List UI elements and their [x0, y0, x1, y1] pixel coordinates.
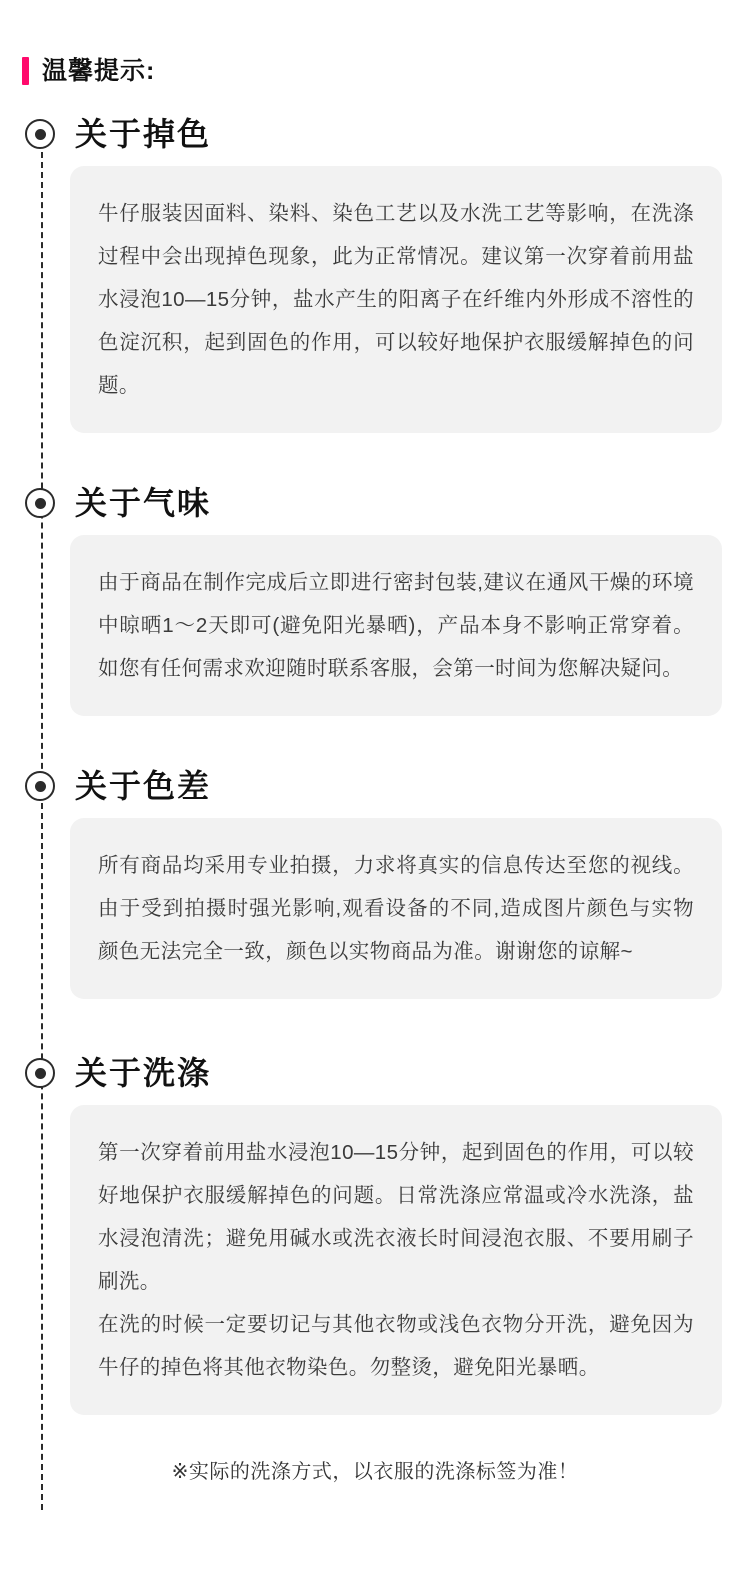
section-title: 关于气味 [75, 485, 212, 521]
section-paragraph: 牛仔服装因面料、染料、染色工艺以及水洗工艺等影响，在洗涤过程中会出现掉色现象，此为正常情况。建议第一次穿着前用盐水浸泡10—15分钟，盐水产生的阳离子在纤维内外形成不溶性的色淀沉积，起到固色的作用，可以较好地保护衣服缓解掉色的问题。 [98, 202, 694, 397]
section-title: 关于洗涤 [75, 1055, 212, 1091]
section-body [70, 1105, 722, 1415]
accent-bar [22, 57, 29, 85]
section-header [0, 116, 750, 152]
section-about-washing [0, 1055, 750, 1415]
section-paragraph: 所有商品均采用专业拍摄，力求将真实的信息传达至您的视线。由于受到拍摄时强光影响,观看设备的不同,造成图片颜色与实物颜色无法完全一致，颜色以实物商品为准。谢谢您的谅解~ [98, 854, 694, 963]
timeline-dot-icon [25, 771, 55, 801]
section-body [70, 818, 722, 999]
section-paragraph: 在洗的时候一定要切记与其他衣物或浅色衣物分开洗，避免因为牛仔的掉色将其他衣物染色。勿整烫，避免阳光暴晒。 [98, 1313, 694, 1379]
section-about-color-fading [0, 116, 750, 433]
page-title: 温馨提示: [42, 57, 156, 85]
section-header [0, 1055, 750, 1091]
section-title: 关于色差 [75, 768, 212, 804]
timeline-dot-icon [25, 488, 55, 518]
section-header [0, 768, 750, 804]
section-header [0, 485, 750, 521]
section-paragraph: 第一次穿着前用盐水浸泡10—15分钟，起到固色的作用，可以较好地保护衣服缓解掉色的问题。日常洗涤应常温或冷水洗涤，盐水浸泡清洗；避免用碱水或洗衣液长时间浸泡衣服、不要用刷子刷洗。 [98, 1141, 694, 1293]
timeline-dot-icon [25, 119, 55, 149]
section-about-odor [0, 485, 750, 716]
section-paragraph: 由于商品在制作完成后立即进行密封包装,建议在通风干燥的环境中晾晒1～2天即可(避免阳光暴晒)，产品本身不影响正常穿着。如您有任何需求欢迎随时联系客服，会第一时间为您解决疑问。 [98, 571, 694, 680]
section-body [70, 535, 722, 716]
section-title: 关于掉色 [75, 116, 212, 152]
sections-list [0, 94, 750, 1415]
section-about-color-difference [0, 768, 750, 999]
timeline-dot-icon [25, 1058, 55, 1088]
section-body [70, 166, 722, 433]
page-header [0, 0, 750, 94]
footnote-text: ※实际的洗涤方式，以衣服的洗涤标签为准！ [171, 1461, 579, 1483]
